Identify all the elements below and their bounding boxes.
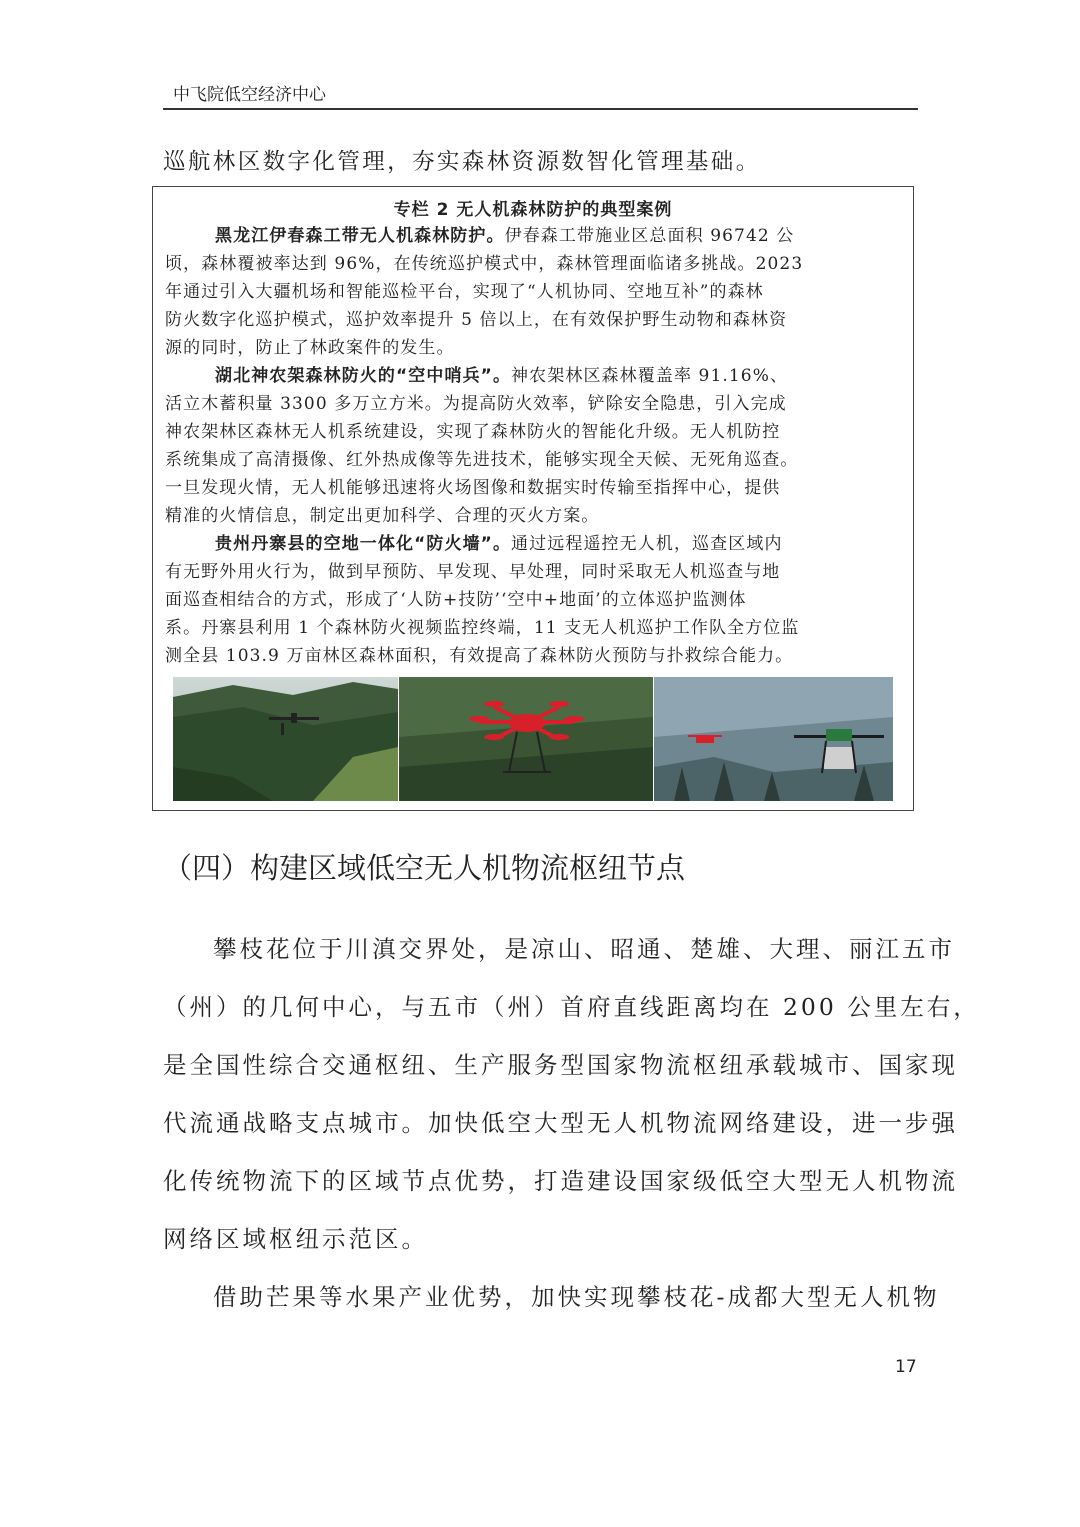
page-number: 17 <box>895 1357 917 1377</box>
case2-heading: 湖北神农架森林防火的“空中哨兵”。 <box>215 366 512 386</box>
case3-first-line <box>165 529 903 554</box>
case1-line1: 伊春森工带施业区总面积 96742 公 <box>504 226 795 246</box>
case1-line: 顷，森林覆被率达到 96%，在传统巡护模式中，森林管理面临诸多挑战。2023 <box>165 254 804 274</box>
para1-line: （州）的几何中心，与五市（州）首府直线距离均在 200 公里左右， <box>163 993 980 1021</box>
para1-line: 攀枝花位于川滇交界处，是凉山、昭通、楚雄、大理、丽江五市 <box>213 935 955 963</box>
case2-line: 一旦发现火情，无人机能够迅速将火场图像和数据实时传输至指挥中心，提供 <box>165 478 781 498</box>
page-header <box>163 78 918 110</box>
para1-line: 是全国性综合交通枢纽、生产服务型国家物流枢纽承载城市、国家现 <box>163 1051 958 1079</box>
intro-line: 巡航林区数字化管理，夯实森林资源数智化管理基础。 <box>163 149 761 175</box>
case3-line1: 通过远程遥控无人机，巡查区域内 <box>511 534 783 554</box>
forest-scene-2 <box>399 677 653 801</box>
case3-heading: 贵州丹寨县的空地一体化“防火墙”。 <box>215 534 512 554</box>
para1-line: 网络区域枢纽示范区。 <box>163 1225 428 1253</box>
photo-fixed-wing-drone-forest <box>173 677 398 801</box>
section-heading: （四）构建区域低空无人机物流枢纽节点 <box>163 851 686 885</box>
case1-heading: 黑龙江伊春森工带无人机森林防护。 <box>215 226 505 246</box>
case3-line: 系。丹寨县利用 1 个森林防火视频监控终端，11 支无人机巡护工作队全方位监 <box>165 618 800 638</box>
case1-line: 年通过引入大疆机场和智能巡检平台，实现了“人机协同、空地互补”的森林 <box>165 282 764 302</box>
para1-line: 化传统物流下的区域节点优势，打造建设国家级低空大型无人机物流 <box>163 1167 958 1195</box>
photo-red-hexacopter <box>399 677 653 801</box>
case2-line1: 神农架林区森林覆盖率 91.16%、 <box>511 366 789 386</box>
case2-line: 系统集成了高清摄像、红外热成像等先进技术，能够实现全天候、无死角巡查。 <box>165 450 799 470</box>
case-study-box <box>152 186 914 811</box>
case3-line: 测全县 103.9 万亩林区森林面积，有效提高了森林防火预防与扑救综合能力。 <box>165 646 794 666</box>
case2-line: 活立木蓄积量 3300 多万立方米。为提高防火效率，铲除安全隐患，引入完成 <box>165 394 787 414</box>
case1-line: 源的同时，防止了林政案件的发生。 <box>165 338 455 358</box>
case2-line: 神农架林区森林无人机系统建设，实现了森林防火的智能化升级。无人机防控 <box>165 422 781 442</box>
header-title: 中飞院低空经济中心 <box>173 85 326 105</box>
box-title: 专栏 2 无人机森林防护的典型案例 <box>393 200 673 220</box>
forest-scene-1 <box>173 677 398 801</box>
case3-line: 有无野外用火行为，做到早预防、早发现、早处理，同时采取无人机巡查与地 <box>165 562 781 582</box>
photo-strip <box>173 677 893 801</box>
case1-line: 防火数字化巡护模式，巡护效率提升 5 倍以上，在有效保护野生动物和森林资 <box>165 310 788 330</box>
forest-scene-3 <box>654 677 893 801</box>
photo-drones-over-fire <box>654 677 893 801</box>
case3-line: 面巡查相结合的方式，形成了‘人防+技防’‘空中+地面’的立体巡护监测体 <box>165 590 747 610</box>
case2-line: 精准的火情信息，制定出更加科学、合理的灭火方案。 <box>165 506 600 526</box>
case2-first-line <box>165 361 903 386</box>
para2-line: 借助芒果等水果产业优势，加快实现攀枝花-成都大型无人机物 <box>213 1283 940 1311</box>
para1-line: 代流通战略支点城市。加快低空大型无人机物流网络建设，进一步强 <box>163 1109 958 1137</box>
case1-first-line <box>165 221 903 246</box>
